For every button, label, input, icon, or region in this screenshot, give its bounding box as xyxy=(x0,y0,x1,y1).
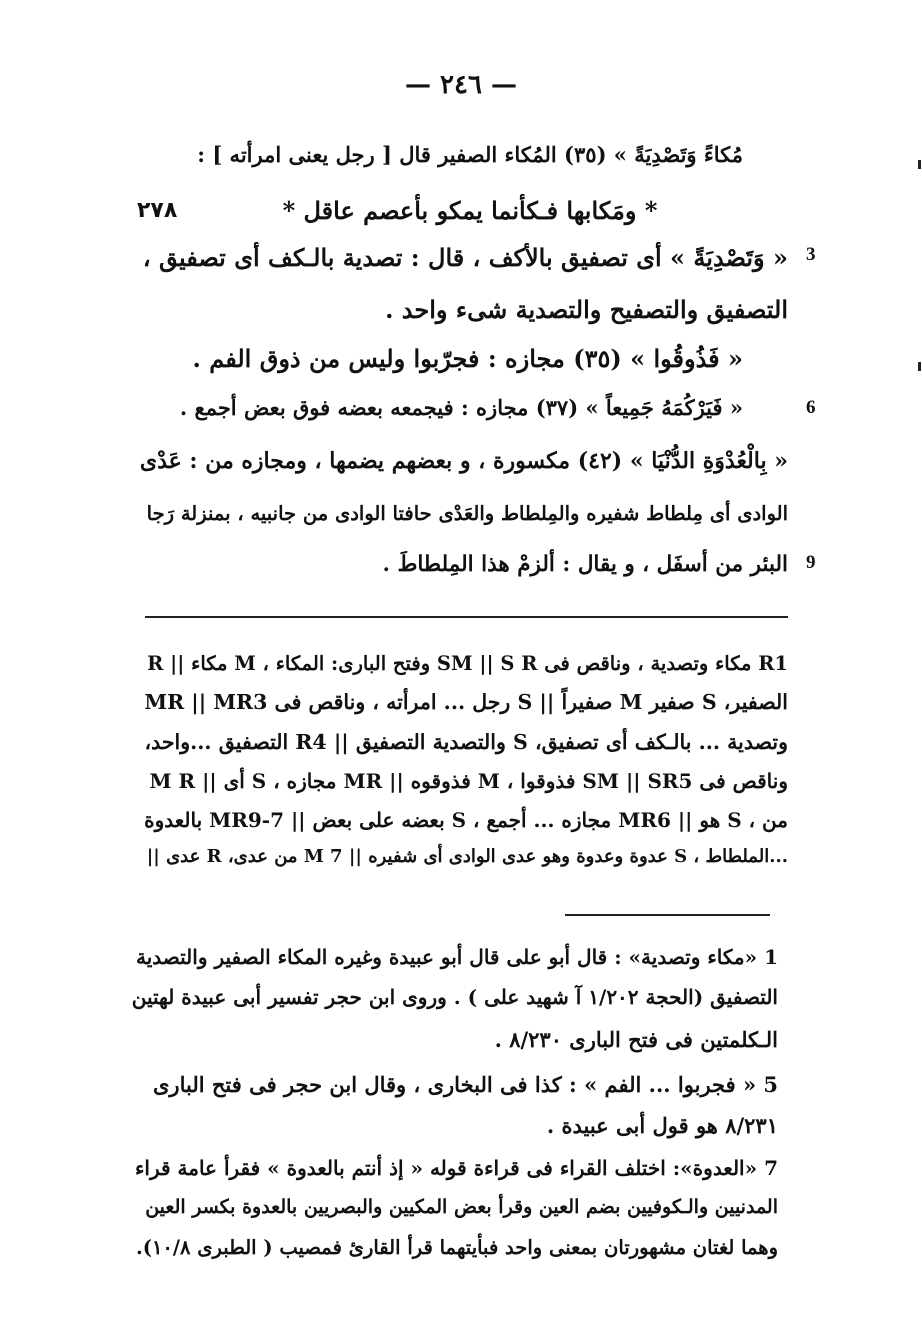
main-line-4: التصفيق والتصفيح والتصدية شىء واحد . xyxy=(385,295,788,324)
note-line-7: المدنيين والـكوفيين بضم العين وقرأ بعض المكيين والبصريين بالعدوة بكسر العين xyxy=(145,1196,778,1218)
apparatus-line-3: وتصدية ... بالـكف أى تصفيق، S والتصدية التصفيق || R4 التصفيق ...واحد، xyxy=(144,730,788,754)
apparatus-line-6: ...الملطاط ، S عدوة وعدوة وهو عدى الوادى أى شفيره || 7 M من عدى، R عدى || xyxy=(146,846,788,867)
note-line-1: 1 «مكاء وتصدية» : قال أبو على قال أبو عبيدة وغيره المكاء الصفير والتصدية xyxy=(136,945,778,969)
page-number: — ٢٤٦ — xyxy=(404,70,518,100)
apparatus-line-2: الصفير، S صفير M صفيراً || S رجل ... امرأته ، وناقص فى MR || MR3 xyxy=(144,690,788,714)
line-number-6: 6 xyxy=(806,397,816,418)
note-line-8: وهما لغتان مشهورتان بمعنى واحد فبأيتهما قرأ القارئ فمصيب ( الطبرى ١٠/٨). xyxy=(135,1236,778,1259)
margin-mark-1 xyxy=(918,160,921,169)
main-line-2: * ومَكابها فـكأنما يمكو بأعصم عاقل * xyxy=(282,196,658,225)
note-line-4: 5 « فجربوا ... الفم » : كذا فى البخارى ، وقال ابن حجر فى فتح البارى xyxy=(153,1072,778,1097)
note-line-6: 7 «العدوة»: اختلف القراء فى قراءة قوله « إذ أنتم بالعدوة » فقرأ عامة قراء xyxy=(135,1156,778,1180)
main-line-9: البئر من أسفَل ، و يقال : ألزمْ هذا المِلطاطَ . xyxy=(382,552,788,577)
main-line-5: « فَذُوقُوا » (٣٥) مجازه : فجرّبوا وليس من ذوق الفم . xyxy=(192,344,743,373)
apparatus-line-4: وناقص فى SM || SR5 فذوقوا ، M فذوقوه || MR مجازه ، S أى || M R xyxy=(149,769,788,793)
main-line-3: « وَتَصْدِيَةً » أى تصفيق بالأكف ، قال : تصدية بالـكف أى تصفيق ، xyxy=(142,243,788,272)
main-line-8: الوادى أى مِلطاط شفيره والمِلطاط والعَدْى حافتا الوادى من جانبيه ، بمنزلة رَجا xyxy=(146,502,788,525)
apparatus-rule xyxy=(145,616,788,618)
verse-number: ٢٧٨ xyxy=(137,198,178,223)
note-line-3: الـكلمتين فى فتح البارى ٨/٢٣٠ . xyxy=(494,1027,778,1052)
note-line-5: ٨/٢٣١ هو قول أبى عبيدة . xyxy=(546,1113,778,1138)
notes-rule xyxy=(565,914,770,916)
line-number-3: 3 xyxy=(806,244,816,265)
main-line-1: مُكاءً وَتَصْدِيَةً » (٣٥) المُكاء الصفير قال [ رجل يعنى امرأته ] : xyxy=(197,142,743,167)
margin-mark-2 xyxy=(918,362,921,371)
main-line-6: « فَيَرْكُمَهُ جَمِيعاً » (٣٧) مجازه : فيجمعه بعضه فوق بعض أجمع . xyxy=(179,395,743,420)
main-line-7: « بِالْعُدْوَةِ الدُّنْيَا » (٤٢) مكسورة ، و بعضهم يضمها ، ومجازه من : عَدْى xyxy=(139,448,788,474)
note-line-2: التصفيق (الحجة ١/٢٠٢ آ شهيد على ) . وروى ابن حجر تفسير أبى عبيدة لهتين xyxy=(131,985,778,1009)
apparatus-line-1: R1 مكاء وتصدية ، وناقص فى SM || S R وفتح البارى: المكاء ، M مكاء || R xyxy=(147,652,788,675)
apparatus-line-5: من ، S هو || MR6 مجازه ... أجمع ، S بعضه على بعض || MR9-7 بالعدوة xyxy=(144,808,788,832)
line-number-9: 9 xyxy=(806,552,816,573)
